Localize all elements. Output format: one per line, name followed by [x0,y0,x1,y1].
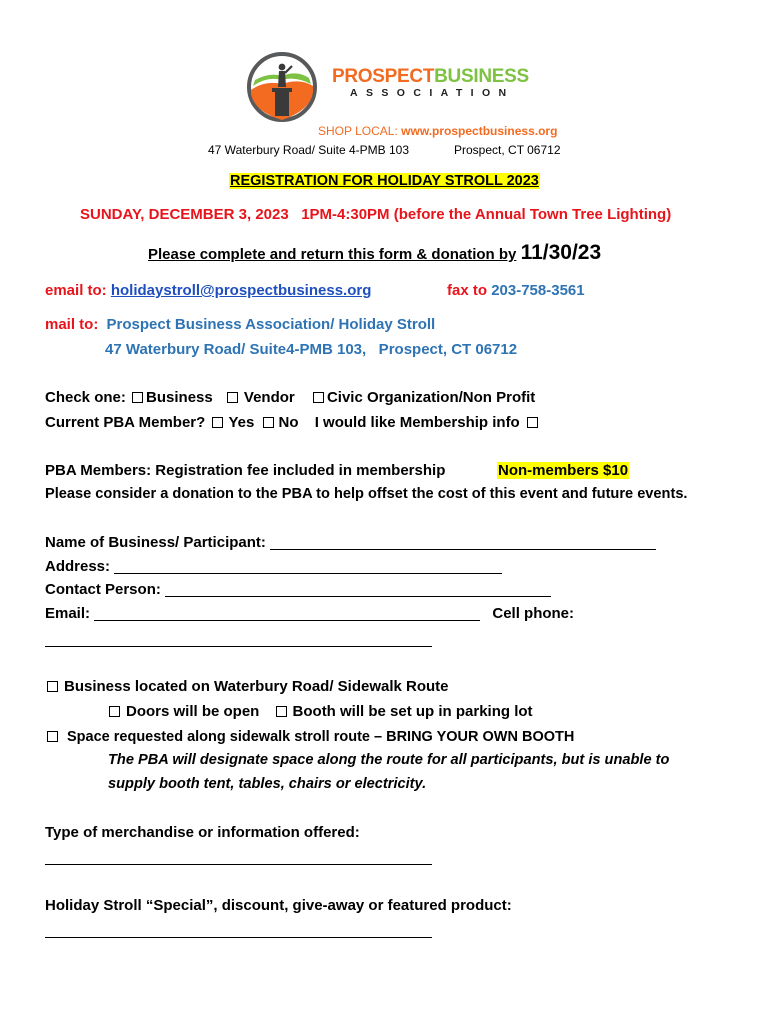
merch-label: Type of merchandise or information offered: [45,824,360,841]
mail-address-2: 47 Waterbury Road/ Suite4-PMB 103, Prospect, CT 06712 [105,341,518,358]
fax-line [447,282,585,299]
membership-info-label: I would like Membership info [314,414,520,431]
business-name-field[interactable] [270,536,656,550]
contact-person-row [45,581,551,598]
business-name-row [45,534,656,551]
merch-field[interactable] [45,851,432,865]
check-one-row [45,389,535,406]
member-yes-label: Yes [228,414,255,431]
donation-text: Please consider a donation to the PBA to help offset the cost of this event and future events. [45,486,688,502]
booth-lot-label: Booth will be set up in parking lot [292,703,533,720]
logo-word-association: ASSOCIATION [350,87,515,99]
deadline-date: 11/30/23 [520,241,602,264]
address-field[interactable] [114,560,502,574]
logo-emblem [245,50,319,124]
contact-person-field[interactable] [165,583,551,597]
contact-person-label: Contact Person: [45,581,161,598]
cell-phone-field[interactable] [45,633,432,647]
deadline-text: Please complete and return this form & donation by [148,246,517,263]
booth-lot-checkbox[interactable] [276,706,287,717]
header-address: 47 Waterbury Road/ Suite 4-PMB 103 [208,143,409,157]
special-label: Holiday Stroll “Special”, discount, give-away or featured product: [45,897,512,914]
member-question: Current PBA Member? [45,414,206,431]
logo-word-business: BUSINESS [434,66,529,87]
business-checkbox[interactable] [132,392,143,403]
vendor-option-label: Vendor [243,389,295,406]
membership-info-checkbox[interactable] [527,417,538,428]
address-row [45,558,502,575]
address-label: Address: [45,558,111,575]
shop-local-line [318,124,557,138]
doors-open-checkbox[interactable] [109,706,120,717]
email-field-label: Email: [45,605,91,622]
doors-booth-row [109,703,533,720]
event-date-line: SUNDAY, DECEMBER 3, 2023 1PM-4:30PM (before the Annual Town Tree Lighting) [80,206,672,223]
sidewalk-row [47,728,574,745]
members-fee-text: PBA Members: Registration fee included in membership [45,462,446,479]
logo-word-prospect: PROSPECT [332,66,435,87]
email-line [45,282,371,299]
booth-note-2: supply booth tent, tables, chairs or electricity. [108,776,427,792]
check-one-label: Check one: [45,389,126,406]
sidewalk-label: Space requested along sidewalk stroll route – BRING YOUR OWN BOOTH [67,729,575,745]
civic-checkbox[interactable] [313,392,324,403]
doors-open-label: Doors will be open [126,703,260,720]
non-members-fee: Non-members $10 [498,462,629,479]
email-link[interactable]: holidaystroll@prospectbusiness.org [110,282,372,299]
mail-line-1 [45,316,435,333]
waterbury-row [47,678,449,695]
header-city: Prospect, CT 06712 [454,143,561,157]
special-field[interactable] [45,924,432,938]
page-title: REGISTRATION FOR HOLIDAY STROLL 2023 [230,173,539,189]
cell-phone-label: Cell phone: [492,605,575,622]
business-option-label: Business [146,389,213,406]
email-field-row [45,605,574,622]
civic-option-label: Civic Organization/Non Profit [326,389,536,406]
member-no-checkbox[interactable] [263,417,274,428]
member-no-label: No [278,414,299,431]
sidewalk-checkbox[interactable] [47,731,58,742]
vendor-checkbox[interactable] [227,392,238,403]
email-label: email to: [45,282,107,299]
fax-number: 203-758-3561 [491,282,585,299]
email-field[interactable] [94,607,480,621]
membership-row [45,414,541,431]
mail-label: mail to: [45,316,99,333]
member-yes-checkbox[interactable] [212,417,223,428]
fax-label: fax to [447,282,488,299]
mail-address-1: Prospect Business Association/ Holiday Stroll [106,316,436,333]
booth-note-1: The PBA will designate space along the route for all participants, but is unable to [108,752,670,768]
website-link[interactable]: www.prospectbusiness.org [401,124,558,138]
waterbury-label: Business located on Waterbury Road/ Sidewalk Route [64,678,449,695]
business-name-label: Name of Business/ Participant: [45,534,266,551]
shop-local-label: SHOP LOCAL: [318,124,398,138]
waterbury-checkbox[interactable] [47,681,58,692]
pba-logo [245,47,535,127]
deadline-line [148,241,601,265]
